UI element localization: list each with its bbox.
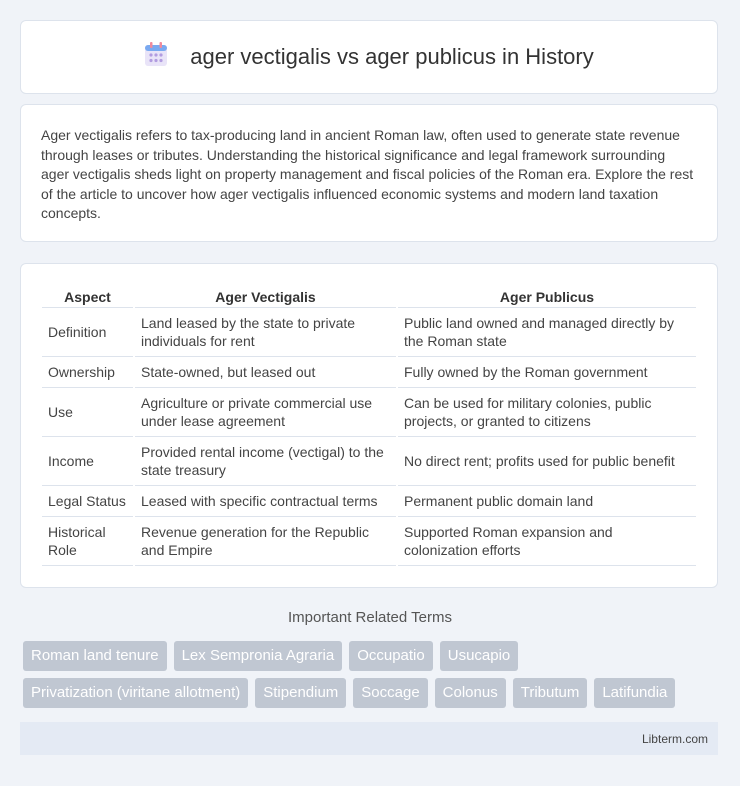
related-terms-title: Important Related Terms: [288, 609, 452, 626]
table-cell: Revenue generation for the Republic and Empire: [135, 517, 396, 566]
table-cell: Public land owned and managed directly by the Roman state: [398, 308, 696, 357]
table-row: [42, 517, 696, 566]
table-cell: Leased with specific contractual terms: [135, 486, 396, 517]
comparison-table: [40, 286, 698, 566]
table-cell: Land leased by the state to private individuals for rent: [135, 308, 396, 357]
related-term-tag[interactable]: Occupatio: [349, 641, 433, 671]
table-cell: Ownership: [42, 357, 133, 388]
table-row: [42, 388, 696, 437]
footer: [20, 722, 718, 755]
column-header: Ager Publicus: [398, 286, 696, 308]
related-term-tag[interactable]: Privatization (viritane allotment): [23, 678, 248, 708]
table-cell: Permanent public domain land: [398, 486, 696, 517]
table-cell: Fully owned by the Roman government: [398, 357, 696, 388]
intro-text: Ager vectigalis refers to tax-producing land in ancient Roman law, often used to generate state revenue through leases or tributes. Understanding the historical significance and legal framework surrounding ager vectigalis sheds light on property management and fiscal policies of the Roman era. Explore the rest of the article to uncover how ager vectigalis influenced economic systems and modern land taxation concepts.: [41, 127, 694, 221]
table-row: [42, 308, 696, 357]
tag-row: [23, 678, 723, 708]
related-term-tag[interactable]: Soccage: [353, 678, 427, 708]
table-header-row: [42, 286, 696, 308]
table-cell: Provided rental income (vectigal) to the state treasury: [135, 437, 396, 486]
table-cell: Use: [42, 388, 133, 437]
table-row: [42, 357, 696, 388]
related-term-tag[interactable]: Tributum: [513, 678, 588, 708]
column-header: Aspect: [42, 286, 133, 308]
related-term-tag[interactable]: Colonus: [435, 678, 506, 708]
table-cell: Definition: [42, 308, 133, 357]
table-cell: No direct rent; profits used for public benefit: [398, 437, 696, 486]
footer-link[interactable]: Libterm.com: [641, 731, 708, 746]
table-cell: Can be used for military colonies, public projects, or granted to citizens: [398, 388, 696, 437]
comparison-card: [20, 263, 718, 588]
related-terms: [23, 641, 723, 715]
table-row: [42, 486, 696, 517]
table-row: [42, 437, 696, 486]
table-cell: State-owned, but leased out: [135, 357, 396, 388]
table-cell: Legal Status: [42, 486, 133, 517]
calendar-icon: [144, 42, 168, 73]
related-term-tag[interactable]: Roman land tenure: [23, 641, 167, 671]
table-cell: Agriculture or private commercial use under lease agreement: [135, 388, 396, 437]
related-term-tag[interactable]: Stipendium: [255, 678, 346, 708]
title-card: [20, 20, 718, 94]
related-term-tag[interactable]: Lex Sempronia Agraria: [174, 641, 343, 671]
column-header: Ager Vectigalis: [135, 286, 396, 308]
table-cell: Historical Role: [42, 517, 133, 566]
table-cell: Supported Roman expansion and colonization efforts: [398, 517, 696, 566]
intro-card: [20, 104, 718, 242]
page-title: ager vectigalis vs ager publicus in History: [190, 44, 594, 69]
related-term-tag[interactable]: Usucapio: [440, 641, 519, 671]
related-term-tag[interactable]: Latifundia: [594, 678, 675, 708]
table-cell: Income: [42, 437, 133, 486]
tag-row: [23, 641, 723, 671]
